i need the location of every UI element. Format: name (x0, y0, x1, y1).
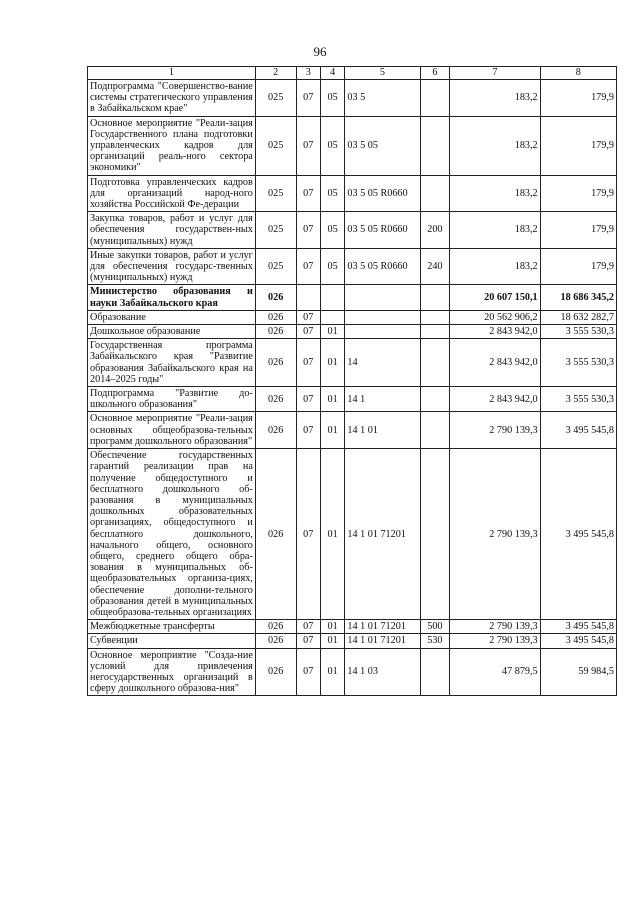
grbs-code-cell: 026 (255, 310, 296, 324)
budget-table (87, 66, 617, 696)
column-header: 8 (540, 67, 616, 80)
section-code-cell: 07 (296, 248, 320, 285)
grbs-code-cell: 025 (255, 248, 296, 285)
subsection-code-cell: 01 (320, 634, 344, 648)
section-code-cell: 07 (296, 648, 320, 696)
table-row (88, 212, 617, 249)
amount-2-cell: 3 495 545,8 (540, 449, 616, 620)
grbs-code-cell: 025 (255, 175, 296, 212)
grbs-code-cell: 026 (255, 339, 296, 387)
section-code-cell: 07 (296, 387, 320, 412)
grbs-code-cell: 026 (255, 634, 296, 648)
target-article-cell: 14 1 03 (345, 648, 420, 696)
target-article-cell: 14 1 01 71201 (345, 449, 420, 620)
target-article-cell: 03 5 05 R0660 (345, 212, 420, 249)
grbs-code-cell: 025 (255, 116, 296, 175)
subsection-code-cell: 01 (320, 387, 344, 412)
expense-type-cell (420, 116, 450, 175)
column-header: 7 (450, 67, 541, 80)
table-row (88, 387, 617, 412)
grbs-code-cell: 026 (255, 620, 296, 634)
target-article-cell: 03 5 05 R0660 (345, 248, 420, 285)
table-row (88, 648, 617, 696)
row-name-cell: Дошкольное образование (88, 325, 256, 339)
section-code-cell (296, 285, 320, 310)
amount-1-cell: 2 790 139,3 (450, 620, 541, 634)
section-code-cell: 07 (296, 449, 320, 620)
section-code-cell: 07 (296, 80, 320, 117)
column-header: 4 (320, 67, 344, 80)
subsection-code-cell: 05 (320, 80, 344, 117)
amount-2-cell: 3 495 545,8 (540, 634, 616, 648)
row-name-cell: Закупка товаров, работ и услуг для обеспечения государствен-ных (муниципальных) нужд (88, 212, 256, 249)
amount-1-cell: 2 790 139,3 (450, 634, 541, 648)
row-name-cell: Министерство образования и науки Забайкальского края (88, 285, 256, 310)
expense-type-cell (420, 449, 450, 620)
subsection-code-cell: 05 (320, 116, 344, 175)
amount-2-cell: 3 555 530,3 (540, 325, 616, 339)
row-name-cell: Государственная программа Забайкальского края "Развитие образования Забайкальского края на 2014–2025 годы" (88, 339, 256, 387)
column-header: 2 (255, 67, 296, 80)
expense-type-cell (420, 325, 450, 339)
table-row (88, 325, 617, 339)
amount-1-cell: 2 843 942,0 (450, 325, 541, 339)
target-article-cell: 14 1 (345, 387, 420, 412)
section-code-cell: 07 (296, 412, 320, 449)
section-code-cell: 07 (296, 116, 320, 175)
expense-type-cell (420, 412, 450, 449)
expense-type-cell: 500 (420, 620, 450, 634)
grbs-code-cell: 025 (255, 80, 296, 117)
expense-type-cell (420, 648, 450, 696)
row-name-cell: Обеспечение государственных гарантий реализации прав на получение общедоступного и бесплатного дошкольного об-разования в муниципальных дошкольных образовательных организациях, общедоступного и бесплатного дошкольного, начального общего, основного общего, среднего общего обра-зования в муниципальных об-щеобразовательных организа-циях, обеспечение дополни-тельного образования детей в муниципальных общеобразова-тельных организациях (88, 449, 256, 620)
row-name-cell: Основное мероприятие "Реали-зация Государственного плана подготовки управленческих кадров для организаций реаль-ного сектора экономики" (88, 116, 256, 175)
section-code-cell: 07 (296, 175, 320, 212)
amount-1-cell: 2 790 139,3 (450, 412, 541, 449)
amount-2-cell: 3 495 545,8 (540, 412, 616, 449)
section-code-cell: 07 (296, 634, 320, 648)
amount-1-cell: 183,2 (450, 212, 541, 249)
table-row (88, 285, 617, 310)
table-row (88, 175, 617, 212)
subsection-code-cell (320, 285, 344, 310)
page-number: 96 (313, 44, 327, 59)
subsection-code-cell: 05 (320, 248, 344, 285)
expense-type-cell: 200 (420, 212, 450, 249)
amount-2-cell: 179,9 (540, 212, 616, 249)
row-name-cell: Основное мероприятие "Реали-зация основных общеобразова-тельных программ дошкольного образования" (88, 412, 256, 449)
row-name-cell: Образование (88, 310, 256, 324)
subsection-code-cell: 01 (320, 648, 344, 696)
amount-1-cell: 47 879,5 (450, 648, 541, 696)
amount-2-cell: 59 984,5 (540, 648, 616, 696)
table-row (88, 310, 617, 324)
expense-type-cell (420, 310, 450, 324)
target-article-cell: 14 1 01 71201 (345, 620, 420, 634)
section-code-cell: 07 (296, 339, 320, 387)
expense-type-cell (420, 175, 450, 212)
subsection-code-cell: 01 (320, 325, 344, 339)
grbs-code-cell: 026 (255, 325, 296, 339)
section-code-cell: 07 (296, 620, 320, 634)
column-header: 6 (420, 67, 450, 80)
amount-1-cell: 2 843 942,0 (450, 339, 541, 387)
amount-1-cell: 183,2 (450, 80, 541, 117)
target-article-cell (345, 285, 420, 310)
column-header: 5 (345, 67, 420, 80)
row-name-cell: Подпрограмма "Совершенство-вание системы стратегического управления в Забайкальском крае" (88, 80, 256, 117)
amount-2-cell: 3 555 530,3 (540, 387, 616, 412)
target-article-cell: 14 (345, 339, 420, 387)
subsection-code-cell: 01 (320, 412, 344, 449)
expense-type-cell (420, 80, 450, 117)
subsection-code-cell: 01 (320, 339, 344, 387)
target-article-cell: 03 5 05 R0660 (345, 175, 420, 212)
row-name-cell: Основное мероприятие "Созда-ние условий для привлечения негосударственных организаций в сферу дошкольного образова-ния" (88, 648, 256, 696)
subsection-code-cell (320, 310, 344, 324)
grbs-code-cell: 025 (255, 212, 296, 249)
target-article-cell: 03 5 05 (345, 116, 420, 175)
amount-1-cell: 183,2 (450, 175, 541, 212)
target-article-cell (345, 310, 420, 324)
amount-1-cell: 2 790 139,3 (450, 449, 541, 620)
grbs-code-cell: 026 (255, 412, 296, 449)
amount-1-cell: 183,2 (450, 248, 541, 285)
table-row (88, 449, 617, 620)
expense-type-cell (420, 387, 450, 412)
row-name-cell: Иные закупки товаров, работ и услуг для обеспечения государс-твенных (муниципальных) нужд (88, 248, 256, 285)
expense-type-cell: 530 (420, 634, 450, 648)
target-article-cell: 14 1 01 (345, 412, 420, 449)
target-article-cell: 03 5 (345, 80, 420, 117)
column-header: 3 (296, 67, 320, 80)
table-row (88, 620, 617, 634)
table-row (88, 116, 617, 175)
target-article-cell: 14 1 01 71201 (345, 634, 420, 648)
amount-2-cell: 3 495 545,8 (540, 620, 616, 634)
table-row (88, 248, 617, 285)
subsection-code-cell: 01 (320, 620, 344, 634)
grbs-code-cell: 026 (255, 449, 296, 620)
expense-type-cell (420, 339, 450, 387)
amount-2-cell: 18 632 282,7 (540, 310, 616, 324)
amount-1-cell: 183,2 (450, 116, 541, 175)
amount-1-cell: 20 607 150,1 (450, 285, 541, 310)
section-code-cell: 07 (296, 325, 320, 339)
grbs-code-cell: 026 (255, 285, 296, 310)
table-row (88, 412, 617, 449)
table-row (88, 80, 617, 117)
amount-1-cell: 2 843 942,0 (450, 387, 541, 412)
row-name-cell: Подготовка управленческих кадров для организаций народ-ного хозяйства Российской Фе-дерации (88, 175, 256, 212)
row-name-cell: Подпрограмма "Развитие до-школьного образования" (88, 387, 256, 412)
expense-type-cell: 240 (420, 248, 450, 285)
amount-2-cell: 179,9 (540, 80, 616, 117)
amount-2-cell: 18 686 345,2 (540, 285, 616, 310)
table-row (88, 634, 617, 648)
subsection-code-cell: 05 (320, 175, 344, 212)
target-article-cell (345, 325, 420, 339)
expense-type-cell (420, 285, 450, 310)
grbs-code-cell: 026 (255, 648, 296, 696)
amount-2-cell: 179,9 (540, 116, 616, 175)
section-code-cell: 07 (296, 310, 320, 324)
row-name-cell: Субвенции (88, 634, 256, 648)
amount-2-cell: 179,9 (540, 248, 616, 285)
subsection-code-cell: 01 (320, 449, 344, 620)
column-header: 1 (88, 67, 256, 80)
amount-1-cell: 20 562 906,2 (450, 310, 541, 324)
amount-2-cell: 3 555 530,3 (540, 339, 616, 387)
subsection-code-cell: 05 (320, 212, 344, 249)
amount-2-cell: 179,9 (540, 175, 616, 212)
grbs-code-cell: 026 (255, 387, 296, 412)
table-header-row (88, 67, 617, 80)
section-code-cell: 07 (296, 212, 320, 249)
table-row (88, 339, 617, 387)
row-name-cell: Межбюджетные трансферты (88, 620, 256, 634)
